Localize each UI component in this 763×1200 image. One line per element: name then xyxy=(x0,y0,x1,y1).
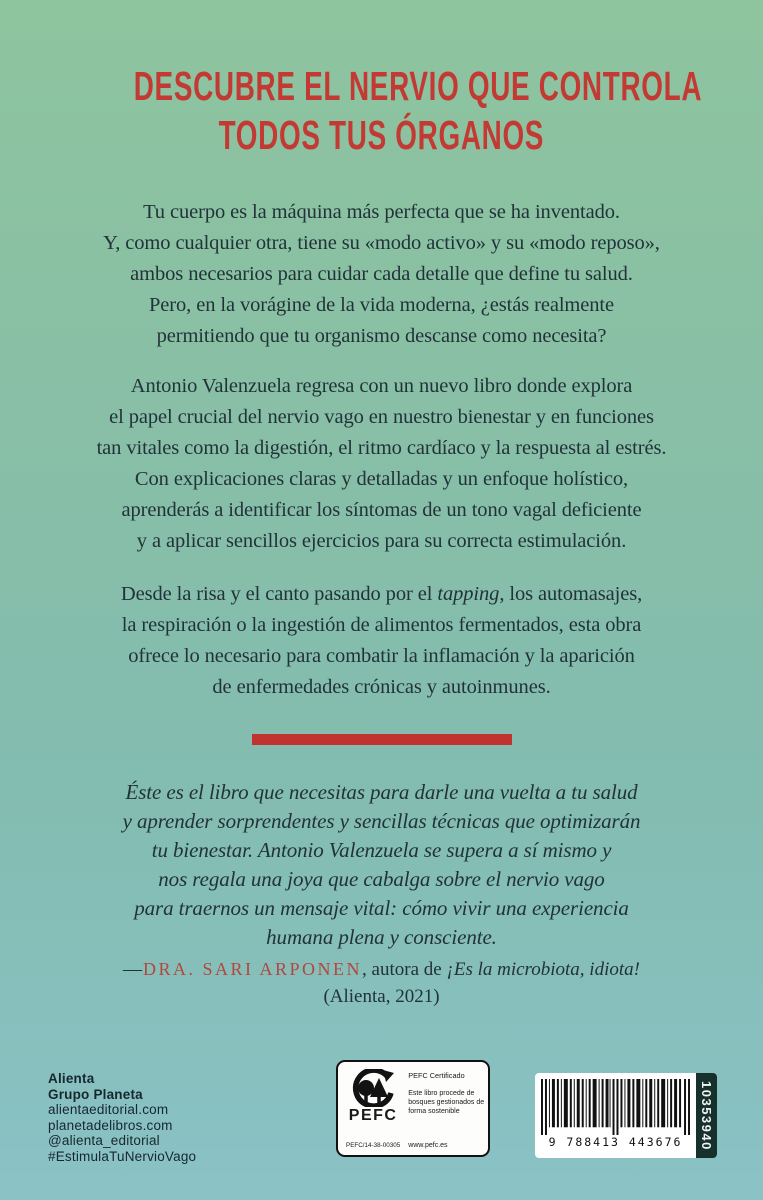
headline-line-2: TODOS TUS ÓRGANOS xyxy=(218,112,545,158)
publisher-group: Grupo Planeta xyxy=(48,1086,143,1102)
text-line: ofrece lo necesario para combatir la inflamación y la aparición xyxy=(128,645,635,667)
publisher-website-1: alientaeditorial.com xyxy=(48,1102,169,1117)
text-line xyxy=(0,579,763,610)
pefc-certification-label xyxy=(336,1060,490,1157)
text-line: tan vitales como la digestión, el ritmo cardíaco y la respuesta al estrés. xyxy=(96,437,667,459)
text-line: de enfermedades crónicas y autoinmunes. xyxy=(212,676,551,698)
text-line: y a aplicar sencillos ejercicios para su correcta estimulación. xyxy=(136,530,627,552)
text-line: Pero, en la vorágine de la vida moderna, ¿estás realmente xyxy=(148,294,615,316)
text-line: la respiración o la ingestión de alimentos fermentados, esta obra xyxy=(121,614,642,636)
publisher-hashtag: #EstimulaTuNervioVago xyxy=(48,1148,197,1164)
attribution-dash: — xyxy=(123,959,144,980)
pefc-license-number: PEFC/14-38-00305 xyxy=(346,1142,401,1149)
quote-line: para traernos un mensaje vital: cómo vivir una experiencia xyxy=(134,896,629,920)
text-segment: Desde la risa y el canto pasando por el xyxy=(120,583,438,605)
quote-line: y aprender sorprendentes y sencillas técnicas que optimizarán xyxy=(122,809,641,833)
text-line: Antonio Valenzuela regresa con un nuevo libro donde explora xyxy=(130,375,633,397)
publisher-website-2: planetadelibros.com xyxy=(48,1117,173,1133)
publisher-social-handle: @alienta_editorial xyxy=(48,1133,160,1148)
isbn-number: 9 788413 443676 xyxy=(548,1135,683,1149)
quote-attribution xyxy=(0,955,763,984)
quote-line: nos regala una joya que cabalga sobre el nervio vago xyxy=(158,867,605,891)
italic-term: tapping xyxy=(437,583,500,605)
endorsement-quote xyxy=(0,778,763,952)
quote-line: Éste es el libro que necesitas para darle una vuelta a tu salud xyxy=(125,780,638,804)
headline-line-1: DESCUBRE EL NERVIO QUE CONTROLA xyxy=(133,63,703,109)
text-line: ambos necesarios para cuidar cada detalle que define tu salud. xyxy=(130,263,633,285)
quote-line: humana plena y consciente. xyxy=(266,925,497,949)
publisher-name: Alienta xyxy=(48,1071,95,1086)
publisher-block xyxy=(48,1071,196,1164)
synopsis-paragraph-1 xyxy=(0,197,763,352)
synopsis-paragraph-3 xyxy=(0,579,763,703)
barcode-sku-strip xyxy=(696,1073,717,1158)
attribution-book-title: ¡Es la microbiota, idiota! xyxy=(446,959,640,980)
text-segment: , los automasajes, xyxy=(499,583,643,605)
pefc-logo-icon xyxy=(348,1069,398,1107)
text-line: Tu cuerpo es la máquina más perfecta que se ha inventado. xyxy=(143,201,620,223)
pefc-description: Este libro procede de bosques gestionados de forma sostenible xyxy=(408,1090,485,1115)
text-line: Y, como cualquier otra, tiene su «modo activo» y su «modo reposo», xyxy=(103,232,660,254)
attribution-publisher-year: (Alienta, 2021) xyxy=(323,986,440,1007)
attribution-author-name: DRA. SARI ARPONEN xyxy=(143,959,363,979)
pefc-wordmark: PEFC xyxy=(348,1107,398,1124)
pefc-certified-text: PEFC Certificado xyxy=(408,1071,465,1080)
text-line: aprenderás a identificar los síntomas de un tono vagal deficiente xyxy=(121,499,642,521)
pefc-url: www.pefc.es xyxy=(408,1142,448,1149)
divider-rule xyxy=(252,734,512,745)
barcode-bars xyxy=(541,1079,690,1135)
text-line: permitiendo que tu organismo descanse como necesita? xyxy=(156,325,607,347)
quote-line: tu bienestar. Antonio Valenzuela se supera a sí mismo y xyxy=(151,838,612,862)
synopsis-paragraph-2 xyxy=(0,371,763,557)
sku-number: 10353940 xyxy=(699,1080,714,1151)
text-line: Con explicaciones claras y detalladas y un enfoque holístico, xyxy=(134,468,629,490)
attribution-middle-text: , autora de xyxy=(362,959,447,980)
headline xyxy=(0,0,763,161)
barcode xyxy=(535,1073,717,1158)
text-line: el papel crucial del nervio vago en nuestro bienestar y en funciones xyxy=(109,406,654,428)
